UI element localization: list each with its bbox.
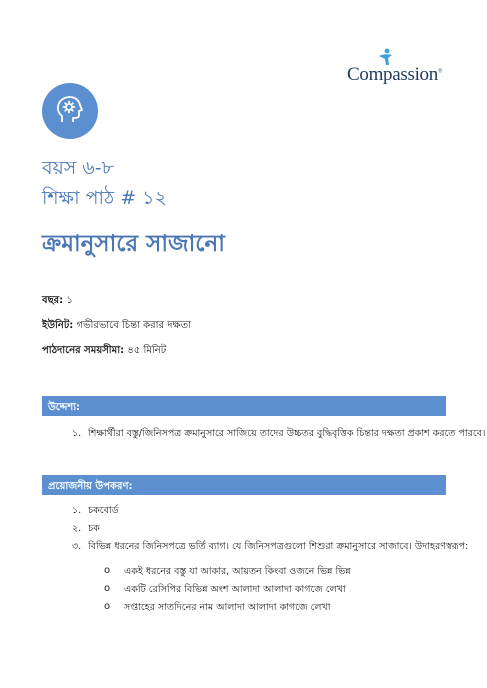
sub-list-text: একটি রেসিপির বিভিন্ন অংশ আলাদা আলাদা কাগজে লেখা [124,584,346,595]
logo-text: Compassion [347,64,438,85]
meta-duration [42,343,166,360]
logo-wordmark [347,64,442,86]
list-text: চকবোর্ড [88,505,119,516]
sub-list-text: সপ্তাহের সাতদিনের নাম আলাদা আলাদা কাগজে লেখা [124,602,331,613]
compassion-logo [347,48,443,88]
meta-label: বছর: [42,295,64,306]
lesson-badge [42,83,98,139]
head-gear-icon [53,94,87,128]
list-text: চক [88,523,100,534]
meta-unit [42,318,191,335]
sub-list-text: একই ধরনের বস্তু যা আকার, আয়তন কিংবা ওজনে ভিন্ন ভিন্ন [124,566,351,577]
objectives-heading: উদ্দেশ্য: [42,396,446,416]
logo-trademark: ® [437,68,443,75]
list-text: বিভিন্ন ধরনের জিনিসপত্রে ভর্তি ব্যাগ। যে জিনিসপত্রগুলো শিশুরা ক্রমানুসারে সাজাবে। উদাহরণস্বরূপ: [88,541,469,552]
meta-label: ইউনিট: [42,320,74,331]
age-range: বয়স ৬-৮ [42,157,114,179]
list-number: ১. [72,428,82,439]
meta-year [42,293,73,310]
list-number: ৩. [72,541,82,552]
meta-value: গভীরভাবে চিন্তা করার দক্ষতা [76,320,192,331]
list-text: শিক্ষার্থীরা বস্তু/জিনিসপত্র ক্রমানুসারে সাজিয়ে তাদের উচ্চতর বুদ্ধিবৃত্তিক চিন্তার দক্ষতা প্রকাশ করতে পারবে। [88,428,486,439]
bullet-circle-icon: o [104,583,111,594]
materials-heading: প্রয়োজনীয় উপকরণ: [42,475,446,495]
meta-value: ৪৫ মিনিট [127,345,167,356]
list-number: ২. [72,523,82,534]
lesson-number: শিক্ষা পাঠ # ১২ [42,187,167,209]
meta-label: পাঠদানের সময়সীমা: [42,345,125,356]
bullet-circle-icon: o [104,565,111,576]
list-number: ১. [72,505,82,516]
lesson-title: ক্রমানুসারে সাজানো [42,231,225,257]
bullet-circle-icon: o [104,601,111,612]
meta-value: ১ [66,295,73,306]
